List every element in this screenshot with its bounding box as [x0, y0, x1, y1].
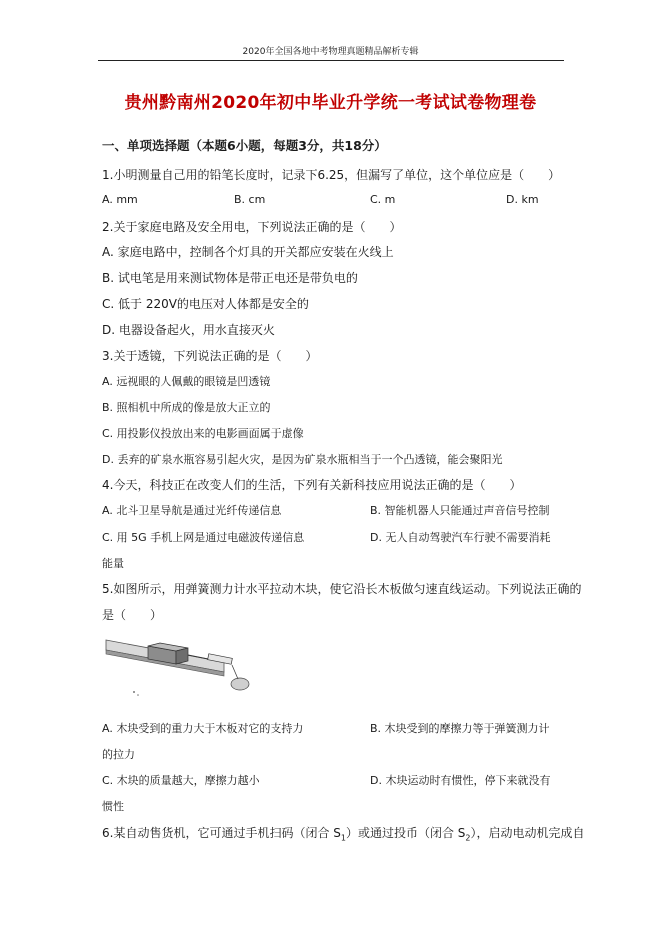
spring-scale-block-figure	[104, 632, 254, 702]
question-2-option-b: B. 试电笔是用来测试物体是带正电还是带负电的	[102, 271, 358, 285]
question-2-option-a: A. 家庭电路中，控制各个灯具的开关都应安装在火线上	[102, 245, 394, 259]
question-6-stem-part-3: ），启动电动机完成自	[470, 826, 585, 840]
question-5-option-b: B. 木块受到的摩擦力等于弹簧测力计	[370, 722, 550, 735]
question-4-option-c: C. 用 5G 手机上网是通过电磁波传递信息	[102, 531, 305, 544]
question-3-stem: 3.关于透镜，下列说法正确的是（ ）	[102, 349, 318, 363]
question-4-option-b: B. 智能机器人只能通过声音信号控制	[370, 504, 550, 517]
question-1-stem: 1.小明测量自己用的铅笔长度时，记录下6.25，但漏写了单位，这个单位应是（ ）	[102, 168, 561, 182]
question-5-stem-line-2: 是（ ）	[102, 608, 163, 622]
question-5-option-c-continued: 惯性	[102, 800, 124, 813]
question-5-option-d: D. 木块运动时有惯性，停下来就没有	[370, 774, 551, 787]
question-4-option-d-continued: 能量	[102, 557, 124, 570]
question-5-option-c: C. 木块的质量越大，摩擦力越小	[102, 774, 260, 787]
switch-s2-subscript: 2	[465, 833, 471, 843]
question-1-option-c: C. m	[370, 193, 396, 206]
question-3-option-d: D. 丢弃的矿泉水瓶容易引起火灾，是因为矿泉水瓶相当于一个凸透镜，能会聚阳光	[102, 453, 503, 466]
question-3-option-c: C. 用投影仪投放出来的电影画面属于虚像	[102, 427, 304, 440]
question-4-option-d: D. 无人自动驾驶汽车行驶不需要消耗	[370, 531, 551, 544]
header-divider	[98, 60, 564, 61]
question-4-stem: 4.今天，科技正在改变人们的生活，下列有关新科技应用说法正确的是（ ）	[102, 478, 522, 492]
question-2-option-c: C. 低于 220V的电压对人体都是安全的	[102, 297, 309, 311]
question-6-stem	[102, 824, 585, 842]
section-heading: 一、单项选择题（本题6小题，每题3分，共18分）	[102, 138, 387, 153]
question-3-option-b: B. 照相机中所成的像是放大正立的	[102, 401, 271, 414]
question-1-option-b: B. cm	[234, 193, 266, 206]
switch-s1-subscript: 1	[340, 833, 346, 843]
page-header: 2020年全国各地中考物理真题精品解析专辑	[242, 47, 419, 57]
question-5-stem-line-1: 5.如图所示，用弹簧测力计水平拉动木块，使它沿长木板做匀速直线运动。下列说法正确的	[102, 582, 582, 596]
question-3-option-a: A. 远视眼的人佩戴的眼镜是凹透镜	[102, 375, 271, 388]
question-4-option-a: A. 北斗卫星导航是通过光纤传递信息	[102, 504, 282, 517]
exam-title: 贵州黔南州2020年初中毕业升学统一考试试卷物理卷	[124, 93, 537, 113]
question-1-option-d: D. km	[506, 193, 539, 206]
question-6-stem-part-2: ）或通过投币（闭合 S	[345, 826, 466, 840]
question-5-option-a-continued: 的拉力	[102, 748, 135, 761]
question-2-stem: 2.关于家庭电路及安全用电，下列说法正确的是（ ）	[102, 220, 402, 234]
question-6-stem-part-1: 6.某自动售货机，它可通过手机扫码（闭合 S	[102, 826, 341, 840]
question-2-option-d: D. 电器设备起火，用水直接灭火	[102, 323, 275, 337]
question-5-option-a: A. 木块受到的重力大于木板对它的支持力	[102, 722, 304, 735]
question-1-option-a: A. mm	[102, 193, 138, 206]
